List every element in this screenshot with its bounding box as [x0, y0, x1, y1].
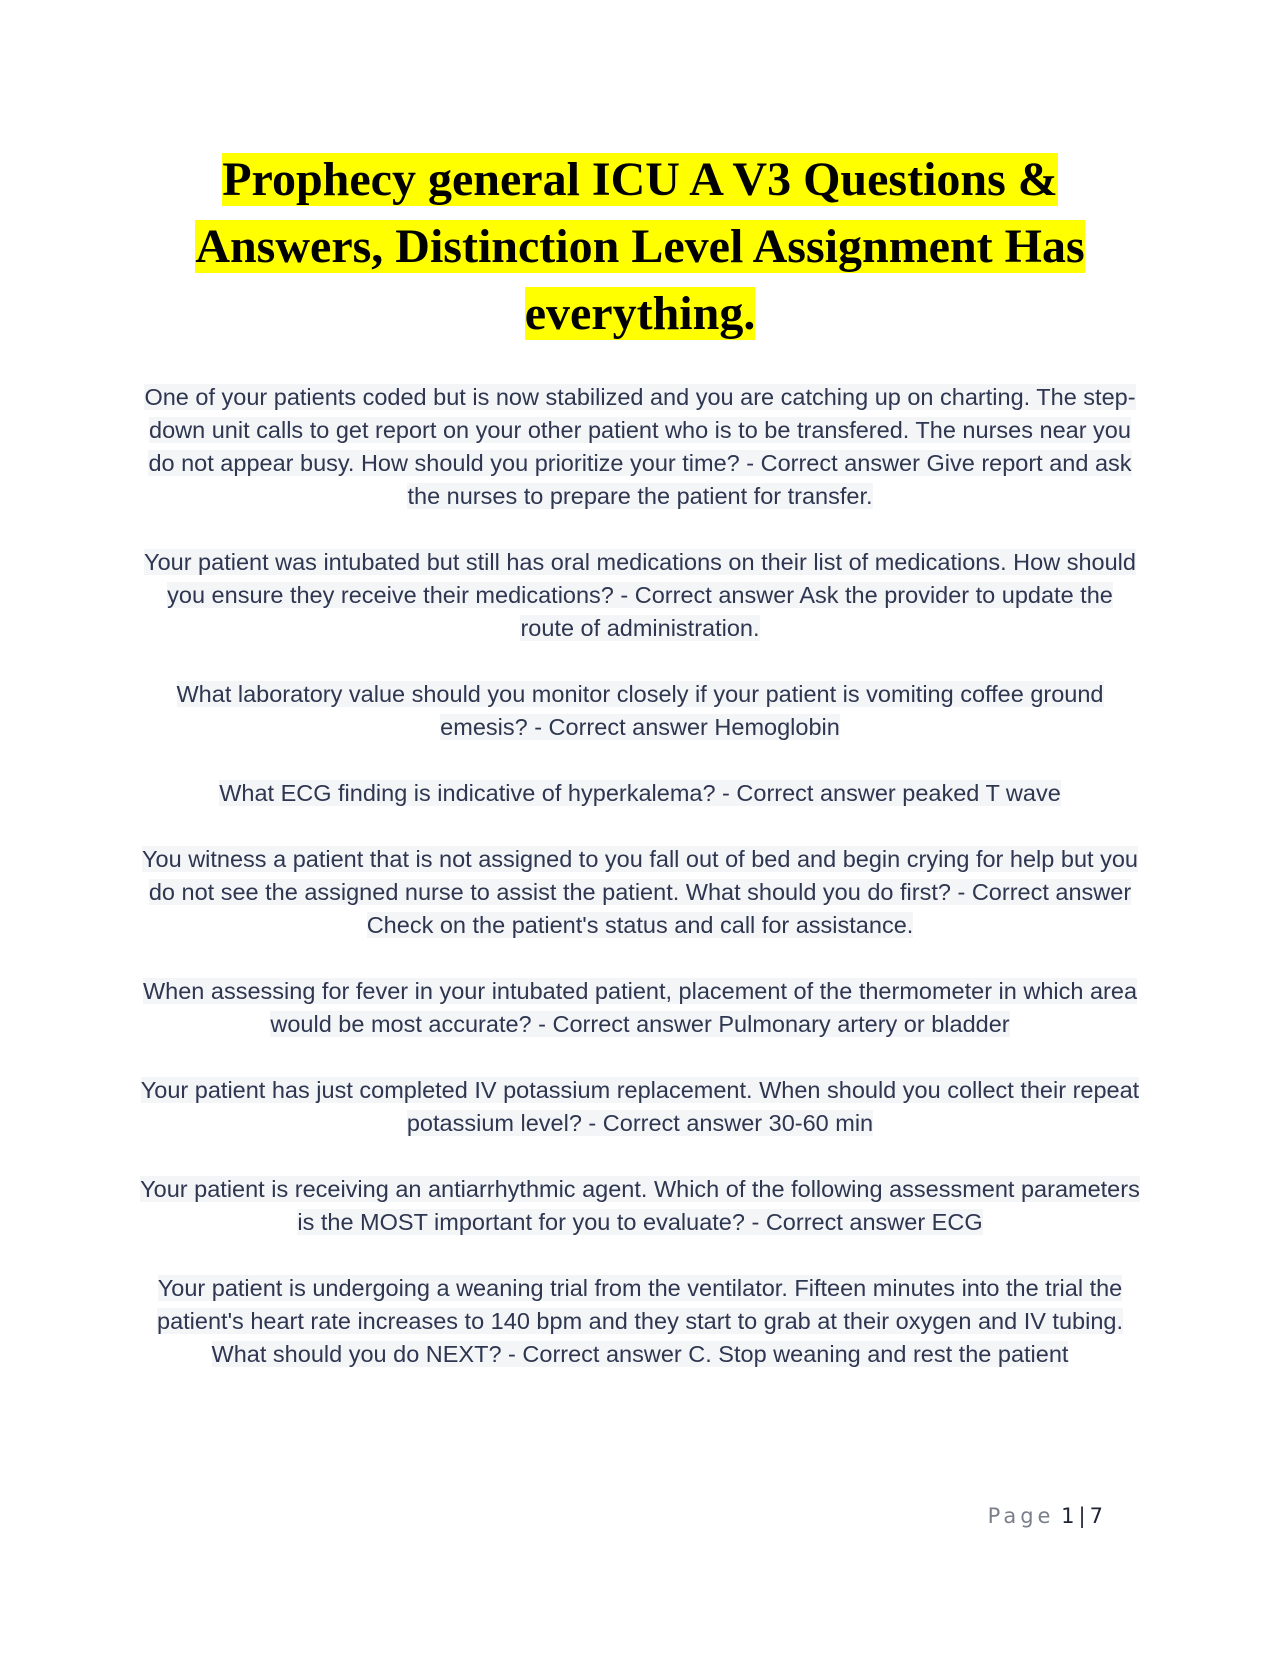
current-page-number: 1: [1061, 1504, 1075, 1528]
qa-text: When assessing for fever in your intubated patient, placement of the thermometer in which area would be most accurate? - Correct answer Pulmonary artery or bladder: [142, 978, 1138, 1037]
qa-item: [140, 546, 1140, 645]
document-title: [150, 146, 1130, 347]
page-number-footer: [988, 1504, 1103, 1528]
page-label: Page: [987, 1504, 1055, 1528]
qa-list: [140, 381, 1140, 1404]
qa-text: Your patient was intubated but still has oral medications on their list of medications. How should you ensure they receive their medications? - Correct answer Ask the provider to update the route of administration.: [144, 549, 1136, 641]
page-separator: |: [1078, 1504, 1086, 1528]
total-pages-number: 7: [1089, 1504, 1103, 1528]
qa-text: What ECG finding is indicative of hyperkalema? - Correct answer peaked T wave: [219, 780, 1061, 806]
qa-item: [140, 678, 1140, 744]
qa-item: [140, 381, 1140, 513]
qa-text: One of your patients coded but is now stabilized and you are catching up on charting. The step-down unit calls to get report on your other patient who is to be transfered. The nurses near you do not appear busy. How should you prioritize your time? - Correct answer Give report and ask the nurses to prepare the patient for transfer.: [144, 384, 1136, 509]
qa-item: [140, 1173, 1140, 1239]
qa-item: [140, 975, 1140, 1041]
qa-text: What laboratory value should you monitor closely if your patient is vomiting coffee ground emesis? - Correct answer Hemoglobin: [176, 681, 1104, 740]
qa-text: You witness a patient that is not assigned to you fall out of bed and begin crying for help but you do not see the assigned nurse to assist the patient. What should you do first? - Correct answer Check on the patient's status and call for assistance.: [142, 846, 1138, 938]
qa-item: [140, 1074, 1140, 1140]
qa-item: [140, 1272, 1140, 1371]
qa-item: [140, 843, 1140, 942]
document-title-text: Prophecy general ICU A V3 Questions & Answers, Distinction Level Assignment Has everything.: [195, 153, 1085, 340]
qa-item: [140, 777, 1140, 810]
qa-text: Your patient is receiving an antiarrhythmic agent. Which of the following assessment parameters is the MOST important for you to evaluate? - Correct answer ECG: [140, 1176, 1140, 1235]
qa-text: Your patient is undergoing a weaning trial from the ventilator. Fifteen minutes into the trial the patient's heart rate increases to 140 bpm and they start to grab at their oxygen and IV tubing. What should you do NEXT? - Correct answer C. Stop weaning and rest the patient: [157, 1275, 1123, 1367]
qa-text: Your patient has just completed IV potassium replacement. When should you collect their repeat potassium level? - Correct answer 30-60 min: [140, 1077, 1140, 1136]
